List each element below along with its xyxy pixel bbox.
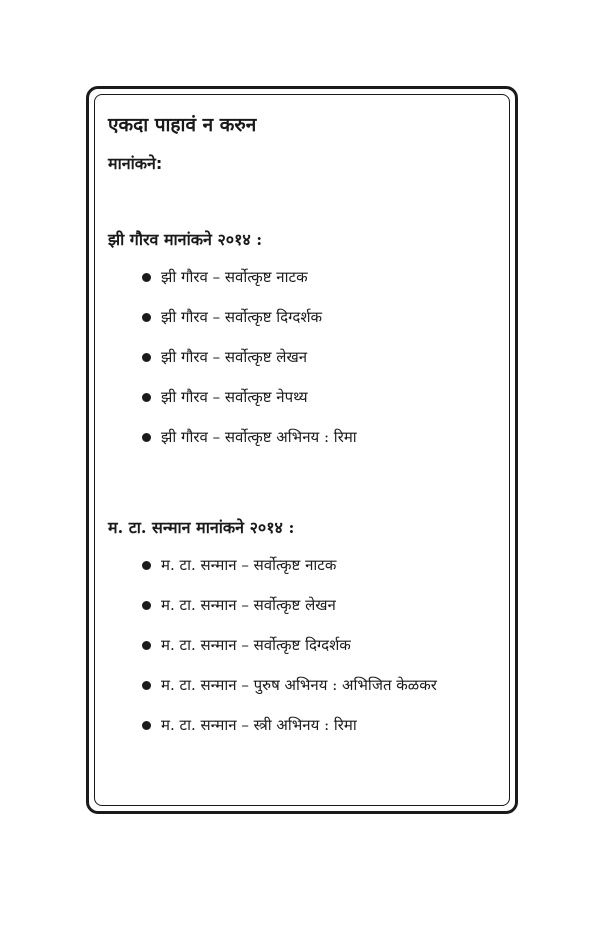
section-heading: झी गौरव मानांकने २०१४ : [108,230,263,249]
list-item [142,674,498,714]
award-list [108,266,498,466]
list-item [142,346,498,386]
bullet-icon [142,561,151,570]
list-item [142,594,498,634]
list-item-text: म. टा. सन्मान – सर्वोत्कृष्ट लेखन [161,596,336,614]
list-item [142,306,498,346]
bullet-icon [142,721,151,730]
section-zee-gaurav [108,228,498,466]
list-item-text: म. टा. सन्मान – सर्वोत्कृष्ट नाटक [161,556,337,574]
list-item-text: म. टा. सन्मान – स्त्री अभिनय : रिमा [161,716,357,734]
list-item [142,554,498,594]
award-list [108,554,498,754]
section-heading: म. टा. सन्मान मानांकने २०१४ : [108,518,295,537]
page-content [108,112,498,754]
list-item-text: झी गौरव – सर्वोत्कृष्ट नाटक [161,268,308,286]
bullet-icon [142,273,151,282]
bullet-icon [142,601,151,610]
list-item-text: झी गौरव – सर्वोत्कृष्ट अभिनय : रिमा [161,428,357,446]
bullet-icon [142,393,151,402]
bullet-icon [142,433,151,442]
bullet-icon [142,313,151,322]
list-item-text: म. टा. सन्मान – पुरुष अभिनय : अभिजित केळकर [161,676,437,694]
list-item-text: म. टा. सन्मान – सर्वोत्कृष्ट दिग्दर्शक [161,636,351,654]
list-item [142,386,498,426]
bullet-icon [142,353,151,362]
list-item [142,634,498,674]
bullet-icon [142,681,151,690]
list-item-text: झी गौरव – सर्वोत्कृष्ट नेपथ्य [161,388,308,406]
section-mata-sanman [108,516,498,754]
list-item-text: झी गौरव – सर्वोत्कृष्ट दिग्दर्शक [161,308,323,326]
list-item [142,266,498,306]
list-item [142,426,498,466]
list-item-text: झी गौरव – सर्वोत्कृष्ट लेखन [161,348,308,366]
page-subtitle: मानांकने: [108,154,163,173]
bullet-icon [142,641,151,650]
page-title: एकदा पाहावं न करुन [108,114,257,136]
list-item [142,714,498,754]
